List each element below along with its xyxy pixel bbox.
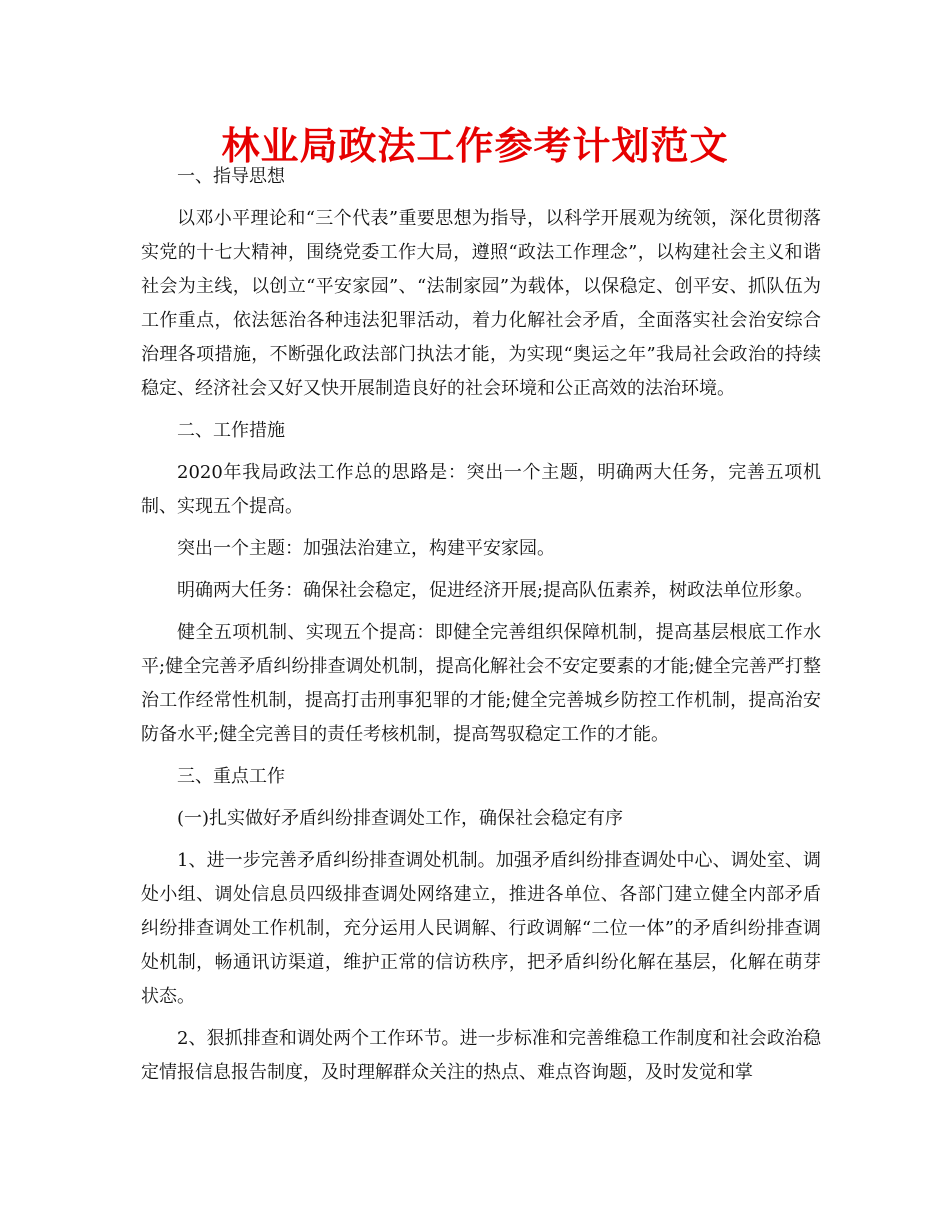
document-body bbox=[141, 160, 821, 1098]
paragraph: 突出一个主题：加强法治建立，构建平安家园。 bbox=[177, 538, 555, 559]
section-heading-guiding-thought: 一、指导思想 bbox=[177, 166, 285, 187]
paragraph: 2020年我局政法工作总的思路是：突出一个主题，明确两大任务，完善五项机制、实现五个提高。 bbox=[141, 462, 821, 517]
section-heading-work-measures: 二、工作措施 bbox=[177, 420, 285, 441]
section-heading-key-work: 三、重点工作 bbox=[177, 766, 285, 787]
subsection-heading: (一)扎实做好矛盾纠纷排查调处工作，确保社会稳定有序 bbox=[177, 808, 624, 829]
paragraph: 1、进一步完善矛盾纠纷排查调处机制。加强矛盾纠纷排查调处中心、调处室、调处小组、调处信息员四级排查调处网络建立，推进各单位、各部门建立健全内部矛盾纠纷排查调处工作机制，充分运用人民调解、行政调解“二位一体”的矛盾纠纷排查调处机制，畅通讯访渠道，维护正常的信访秩序，把矛盾纠纷化解在基层，化解在萌芽状态。 bbox=[141, 850, 821, 1007]
document-title: 林业局政法工作参考计划范文 bbox=[221, 124, 729, 168]
paragraph: 以邓小平理论和“三个代表”重要思想为指导，以科学开展观为统领，深化贯彻落实党的十七大精神，围绕党委工作大局，遵照“政法工作理念”，以构建社会主义和谐社会为主线，以创立“平安家园”、“法制家园”为载体，以保稳定、创平安、抓队伍为工作重点，依法惩治各种违法犯罪活动，着力化解社会矛盾，全面落实社会治安综合治理各项措施，不断强化政法部门执法才能，为实现“奥运之年”我局社会政治的持续稳定、经济社会又好又快开展制造良好的社会环境和公正高效的法治环境。 bbox=[141, 208, 821, 399]
paragraph: 明确两大任务：确保社会稳定，促进经济开展;提高队伍素养，树政法单位形象。 bbox=[177, 580, 814, 601]
paragraph: 健全五项机制、实现五个提高：即健全完善组织保障机制，提高基层根底工作水平;健全完善矛盾纠纷排查调处机制，提高化解社会不安定要素的才能;健全完善严打整治工作经常性机制，提高打击刑事犯罪的才能;健全完善城乡防控工作机制，提高治安防备水平;健全完善目的责任考核机制，提高驾驭稳定工作的才能。 bbox=[141, 622, 821, 745]
paragraph: 2、狠抓排查和调处两个工作环节。进一步标准和完善维稳工作制度和社会政治稳定情报信息报告制度，及时理解群众关注的热点、难点咨询题，及时发觉和掌 bbox=[141, 1028, 821, 1083]
